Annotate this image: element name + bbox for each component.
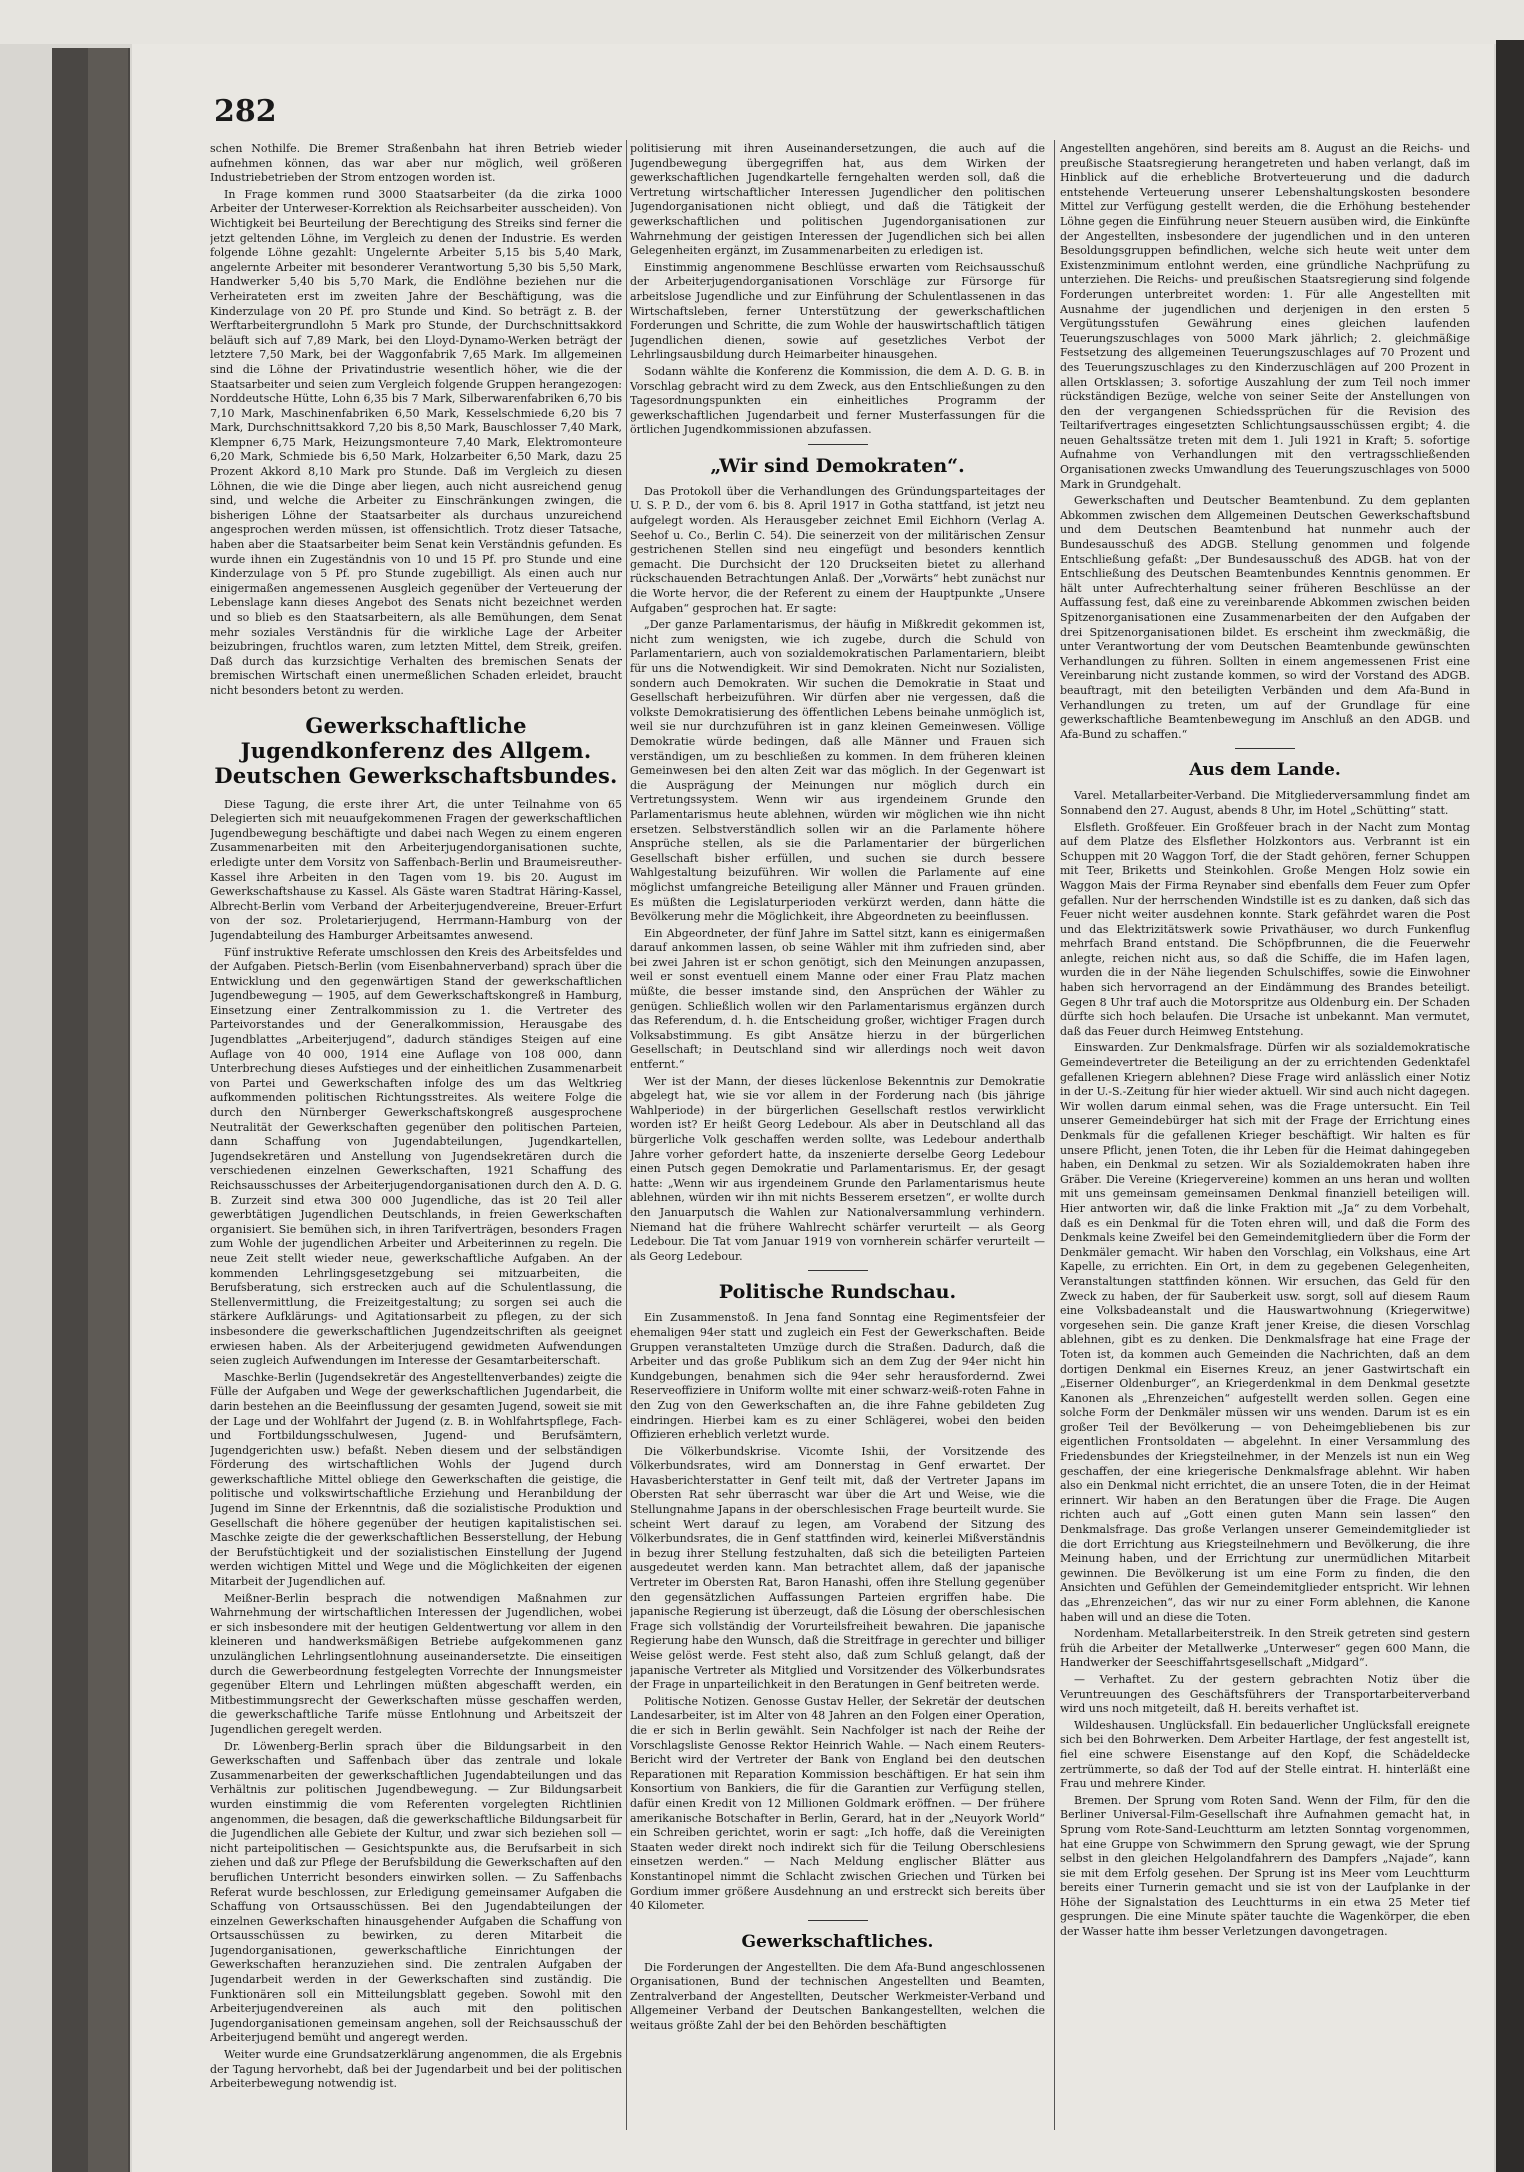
article-paragraph: Gewerkschaften und Deutscher Beamtenbund. Zu dem geplanten Abkommen zwischen dem Allgemeinen Deutschen Gewerkschaftsbund und dem Deutschen Beamtenbund hat nunmehr auch der Bundesausschuß des ADGB. Stellung genommen und folgende Entschließung gefaßt: „Der Bundesausschuß des ADGB. hat von der Entschließung des Deutschen Beamtenbundes Kenntnis genommen. Er hält unter Aufrechterhaltung seiner früheren Beschlüsse an der Auffassung fest, daß eine zu vereinbarende Abkommen zwischen beiden Spitzenorganisationen eine Zusammenarbeiten der den Aufgaben der drei Spitzenorganisationen bildet. Es erscheint ihm zweckmäßig, die unter Verantwortung der vom Deutschen Beamtenbunde gewünschten Verhandlungen zu führen. Sollten in einem angemessenen Frist eine Vereinbarung nicht zustande kommen, so wird der Vorstand des ADGB. beauftragt, mit den beteiligten Verbänden und dem Afa-Bund in Verhandlungen zu treten, um auf der Grundlage für eine gewerkschaftliche Beamtenbewegung im Anschluß an den ADGB. und Afa-Bund zu schaffen.“ — [1060, 494, 1470, 741]
section-separator — [808, 444, 868, 445]
column-rule-2 — [1054, 140, 1055, 2130]
article-paragraph: Ein Zusammenstoß. In Jena fand Sonntag eine Regimentsfeier der ehemaligen 94er statt und zugleich ein Fest der Gewerkschaften. Beide Gruppen veranstalteten Umzüge durch die Straßen. Dadurch, daß die Arbeiter und das große Publikum sich an dem Zug der 94er nicht hin Kundgebungen, benahmen sich die 94er sehr herausfordernd. Zwei Reserveoffiziere in Uniform wollte mit einer schwarz-weiß-roten Fahne in den Zug von den Gewerkschaften an, die ihre Fahne gebildeten Zug eindringen. Hierbei kam es zu einer Schlägerei, wobei den beiden Offizieren erheblich verletzt wurde. — [630, 1311, 1045, 1442]
article-paragraph: Varel. Metallarbeiter-Verband. Die Mitgliederversammlung findet am Sonnabend den 27. August, abends 8 Uhr, im Hotel „Schütting“ statt. — [1060, 789, 1470, 817]
article-paragraph: Diese Tagung, die erste ihrer Art, die unter Teilnahme von 65 Delegierten sich mit neuaufgekommenen Fragen der gewerkschaftlichen Jugendbewegung beschäftigte und dabei nach Wegen zu einem engeren Zusammenarbeiten mit den Arbeiterjugendorganisationen suchte, erledigte unter dem Vorsitz von Saffenbach-Berlin und Braumeisreuther-Kassel ihre Arbeiten in den Tagen vom 19. bis 20. August im Gewerkschaftshause zu Kassel. Als Gäste waren Stadtrat Häring-Kassel, Albrecht-Berlin vom Verband der Arbeiterjugendvereine, Breuer-Erfurt von der soz. Proletarierjugend, Herrmann-Hamburg von der Jugendabteilung des Hamburger Arbeitsamtes anwesend. — [210, 797, 622, 942]
article-paragraph: politisierung mit ihren Auseinandersetzungen, die auch auf die Jugendbewegung übergegriffen hat, aus dem Wirken der gewerkschaftlichen Jugendkartelle ferngehalten werden soll, daß die Vertretung wirtschaftlicher Interessen Jugendlicher den politischen Jugendorganisationen nicht obliegt, und daß die Tätigkeit der gewerkschaftlichen und politischen Jugendorganisationen zur Wahrnehmung der geistigen Interessen der Jugendlichen sich bei allen Gelegenheiten ergänzt, im Zusammenarbeiten zu erledigen ist. — [630, 142, 1045, 258]
section-separator — [1235, 748, 1295, 749]
column-2 — [630, 142, 1045, 2142]
article-paragraph: Weiter wurde eine Grundsatzerklärung angenommen, die als Ergebnis der Tagung hervorhebt, daß bei der Jugendarbeit und bei der politischen Arbeiterbewegung notwendig ist. — [210, 2048, 622, 2091]
article-paragraph: Meißner-Berlin besprach die notwendigen Maßnahmen zur Wahrnehmung der wirtschaftlichen Interessen der Jugendlichen, wobei er sich insbesondere mit der heutigen Geldentwertung vor allem in den kleineren und handwerksmäßigen Betriebe aufgekommenen ganz unzulänglichen Lehrlingsentlohnung auseinandersetzte. Die einseitigen durch die Gewerbeordnung festgelegten Vorrechte der Innungsmeister gegenüber Eltern und Lehrlingen müßten abgeschafft werden, ein Mitbestimmungsrecht der Gewerkschaften müsse geschaffen werden, die gewerkschaftliche Tarife müsse Entlohnung und Arbeitszeit der Jugendlichen geregelt werden. — [210, 1591, 622, 1736]
page-number: 282 — [214, 94, 277, 129]
article-paragraph: Maschke-Berlin (Jugendsekretär des Angestelltenverbandes) zeigte die Fülle der Aufgaben und Wege der gewerkschaftlichen Jugendarbeit, die darin bestehen an die Beeinflussung der gesamten Jugend, soweit sie mit der Lage und der Wohlfahrt der Jugend (z. B. in Wohlfahrtspflege, Fach- und Fortbildungsschulwesen, Jugend- und Berufsämtern, Jugendgerichten usw.) befaßt. Neben diesem und der selbständigen Förderung des wirtschaftlichen Wohls der Jugend durch gewerkschaftliche Mittel obliege den Gewerkschaften die geistige, die politische und volkswirtschaftliche Erziehung und Heranbildung der Jugend im Sinne der Erkenntnis, daß die sozialistische Produktion und Gesellschaft die höhere gegenüber der heutigen kapitalistischen sei. Maschke zeigte die der gewerkschaftlichen Besserstellung, der Hebung der Berufstüchtigkeit und der sozialistischen Einstellung der Jugend werden wichtigen Mittel und Wege und die Möglichkeiten der eigenen Mitarbeit der Jugendlichen auf. — [210, 1370, 622, 1589]
article-paragraph: Dr. Löwenberg-Berlin sprach über die Bildungsarbeit in den Gewerkschaften und Saffenbach über das zentrale und lokale Zusammenarbeiten der gewerkschaftlichen Jugendabteilungen und das Verhältnis zur politischen Jugendbewegung. — Zur Bildungsarbeit wurden einstimmig die vom Referenten vorgelegten Richtlinien angenommen, die besagen, daß die gewerkschaftliche Bildungsarbeit für die Jugendlichen alle Gebiete der Kultur, und zwar sich beziehen soll — nicht parteipolitischen — Gesichtspunkte aus, die Berufsarbeit in sich ziehen und daß zur Pflege der Berufsbildung die Gewerkschaften auf den beruflichen Unterricht besonders einwirken sollen. — Zu Saffenbachs Referat wurde beschlossen, zur Erledigung gemeinsamer Aufgaben die Schaffung von Ortsausschüssen. Bei den Jugendabteilungen der einzelnen Gewerkschaften hinausgehender Aufgaben die Schaffung von Ortsausschüssen zu bewirken, zu deren Mitarbeit die Jugendorganisationen, gewerkschaftliche Einrichtungen der Gewerkschaften heranzuziehen sind. Die zentralen Aufgaben der Jugendarbeit werden in der Gewerkschaften sind zuständig. Die Funktionären soll ein Mitteilungsblatt gegeben. Sowohl mit den Arbeiterjugendvereinen als auch mit den politischen Jugendorganisationen gemeinsam angehen, soll der Reichsausschuß der Arbeiterjugend bemüht und angeregt werden. — [210, 1739, 622, 2045]
column-rule-1 — [626, 140, 627, 2130]
article-paragraph: Wildeshausen. Unglücksfall. Ein bedauerlicher Unglücksfall ereignete sich bei den Bohrwerken. Dem Arbeiter Hartlage, der fest angestellt ist, fiel eine schwere Eisenstange auf den Kopf, die Schädeldecke zertrümmerte, so daß der Tod auf der Stelle eintrat. H. hinterläßt eine Frau und mehrere Kinder. — [1060, 1718, 1470, 1791]
article-paragraph: Die Völkerbundskrise. Vicomte Ishii, der Vorsitzende des Völkerbundsrates, wird am Donnerstag in Genf erwartet. Der Havasberichterstatter in Genf teilt mit, daß der Vertreter Japans im Obersten Rat sehr überrascht war über die Art und Weise, wie die Stellungnahme Japans in der oberschlesischen Frage beurteilt wurde. Sie scheint Wert darauf zu legen, am Vorabend der Sitzung des Völkerbundsrates, die in Genf stattfinden wird, keinerlei Mißverständnis in bezug ihrer Stellung festzuhalten, daß sich die beteiligten Parteien ausgedeutet werden kann. Man betrachtet allem, daß der japanische Vertreter im Obersten Rat, Baron Hanashi, offen ihre Stellung gegenüber den gegensätzlichen Auffassungen Parteien ergriffen habe. Die japanische Regierung ist überzeugt, daß die Lösung der oberschlesischen Frage sich vollständig der Vorurteilsfreiheit bewahren. Die japanische Regierung habe den Wunsch, daß die Streitfrage in gerechter und billiger Weise gelöst werde. Fest steht also, daß zum Schluß gelangt, daß der japanische Vertreter als Mitglied und Vorsitzender des Völkerbundsrates der Frage in unparteilichkeit in den Beratungen in Genf beitreten werde. — [630, 1444, 1045, 1692]
article-paragraph: Einstimmig angenommene Beschlüsse erwarten vom Reichsausschuß der Arbeiterjugendorganisationen Vorschläge zur Fürsorge für arbeitslose Jugendliche und zur Einführung der Schulentlassenen in das Wirtschaftsleben, ferner Unterstützung der gewerkschaftlichen Forderungen und Schritte, die zum Wohle der hauswirtschaftlich tätigen Jugendlichen dienen, sowie auf gesetzliches Verbot der Lehrlingsausbildung durch Heimarbeiter hinausgehen. — [630, 260, 1045, 362]
article-heading: Gewerkschaftliche Jugendkonferenz des Allgem. Deutschen Gewerkschaftsbundes. — [214, 712, 618, 788]
article-heading: „Wir sind Demokraten“. — [710, 454, 965, 477]
article-paragraph: In Frage kommen rund 3000 Staatsarbeiter (da die zirka 1000 Arbeiter der Unterweser-Korrektion als Reichsarbeiter ausscheiden). Von Wichtigkeit bei Beurteilung der Berechtigung des Streiks sind ferner die jetzt geltenden Löhne, im Vergleich zu denen der Industrie. Es werden folgende Löhne gezahlt: Ungelernte Arbeiter 5,15 bis 5,40 Mark, angelernte Arbeiter mit besonderer Verantwortung 5,30 bis 5,50 Mark, Handwerker 5,40 bis 5,70 Mark, die Endlöhne beziehen nur die Verheirateten erst im zweiten Jahre der Beschäftigung, was die Kinderzulage von 20 Pf. pro Stunde und Kind. So beträgt z. B. der Werftarbeitergrundlohn 5 Mark pro Stunde, der Durchschnittsakkord beläuft sich auf 7,89 Mark, bei den Lloyd-Dynamo-Werken beträgt der letztere 7,50 Mark, bei der Waggonfabrik 7,65 Mark. Im allgemeinen sind die Löhne der Privatindustrie wesentlich höher, wie die der Staatsarbeiter und seien zum Vergleich folgende Gruppen herangezogen: Norddeutsche Hütte, Lohn 6,35 bis 7 Mark, Silberwarenfabriken 6,70 bis 7,10 Mark, Maschinenfabriken 6,50 Mark, Kesselschmiede 6,20 bis 7 Mark, Durchschnittsakkord 7,20 bis 8,50 Mark, Bauschlosser 7,40 Mark, Klempner 6,75 Mark, Heizungsmonteure 7,40 Mark, Elektromonteure 6,20 Mark, Schmiede bis 6,50 Mark, Holzarbeiter 6,50 Mark, dazu 25 Prozent Akkord 8,10 Mark pro Stunde. Daß im Vergleich zu diesen Löhnen, die wie die Dinge aber liegen, auch nicht ausreichend genug sind, und welche die Arbeiter zu Einschränkungen zwingen, die bisherigen Löhne der Staatsarbeiter als durchaus unzureichend angesprochen werden müssen, ist offensichtlich. Trotz dieser Tatsache, haben aber die Staatsarbeiter beim Senat kein Verständnis gefunden. Es wurde ihnen ein Zugeständnis von 10 und 15 Pf. pro Stunde und eine Kinderzulage von 5 Pf. pro Stunde zugebilligt. Als einen auch nur einigermaßen angemessenen Ausgleich gegenüber der Verteuerung der Lebenslage kann dieses Angebot des Senats nicht bezeichnet werden und so blieb es den Staatsarbeitern, als alle Bemühungen, dem Senat mehr soziales Verständnis für die wirkliche Lage der Arbeiter beizubringen, fruchtlos waren, zum letzten Mittel, dem Streik, greifen. Daß durch das kurzsichtige Verhalten des bremischen Senats der bremischen Wirtschaft einen unermeßlichen Schaden erleidet, braucht nicht besonders betont zu werden. — [210, 187, 622, 697]
article-paragraph: Wer ist der Mann, der dieses lückenlose Bekenntnis zur Demokratie abgelegt hat, wie sie vor allem in der Forderung nach (bis jährige Wahlperiode) in der bürgerlichen Gesellschaft restlos verwirklicht worden ist? Er heißt Georg Ledebour. Als aber in Deutschland all das bürgerliche Volk geschaffen werden sollte, was Ledebour anderthalb Jahre vorher gefordert hatte, da inszenierte derselbe Georg Ledebour einen Putsch gegen Demokratie und Parlamentarismus. Er, der gesagt hatte: „Wenn wir aus irgendeinem Grunde den Parlamentarismus heute ablehnen, würden wir ihn mit nichts Besserem ersetzen“, er wollte durch den Januarputsch die Wahlen zur Nationalversammlung verhindern. Niemand hat die frühere Wahlrecht schärfer verurteilt — als Georg Ledebour. Die Tat vom Januar 1919 von vornherein schärfer verurteilt — als Georg Ledebour. — [630, 1074, 1045, 1263]
article-paragraph: Nordenham. Metallarbeiterstreik. In den Streik getreten sind gestern früh die Arbeiter der Metallwerke „Unterweser“ gegen 600 Mann, die Handwerker der Seeschiffahrtsgesellschaft „Midgard“. — [1060, 1627, 1470, 1670]
article-paragraph: „Der ganze Parlamentarismus, der häufig in Mißkredit gekommen ist, nicht zum wenigsten, wie ich zugebe, durch die Schuld von Parlamentariern, auch von sozialdemokratischen Parlamentariern, bleibt für uns die Notwendigkeit. Wir sind Demokraten. Nicht nur Sozialisten, sondern auch Demokraten. Wir suchen die Demokratie in Staat und Gesellschaft herbeizuführen. Wir dürfen aber nie vergessen, daß die volkste Demokratisierung des öffentlichen Lebens beinahe unmöglich ist, weil sie nur durchzuführen ist in ganz kleinen Gemeinwesen. Völlige Demokratie würde bedingen, daß alle Männer und Frauen sich verständigen, um zu beschließen zu kommen. In dem früheren kleinen Gemeinwesen bei den alten Zeit war das möglich. In der Gegenwart ist die Ausprägung der Meinungen nur möglich durch ein Vertretungssystem. Wenn wir aus irgendeinem Grunde den Parlamentarismus heute ablehnen, würden wir möglichen wie ihn nicht ersetzen. Selbstverständlich sollen wir an die Parlamente höhere Ansprüche stellen, als sie die Parlamentarier der bürgerlichen Gesellschaft bisher erfüllen, und suchen sie durch bessere Wahlgestaltung beizuführen. Wir wollen die Parlamente auf eine möglichst umfangreiche Beteiligung aller Männer und Frauen gründen. Es müßten die Legislaturperioden verkürzt werden, dann hätte die Bevölkerung mehr die Möglichkeit, ihre Abgeordneten zu beeinflussen. — [630, 618, 1045, 924]
article-paragraph: schen Nothilfe. Die Bremer Straßenbahn hat ihren Betrieb wieder aufnehmen können, das war aber nur möglich, weil größeren Industriebetrieben der Strom entzogen worden ist. — [210, 142, 622, 185]
scan-right-edge — [1496, 40, 1524, 2172]
article-paragraph: Sodann wählte die Konferenz die Kommission, die dem A. D. G. B. in Vorschlag gebracht wird zu dem Zweck, aus den Entschließungen zu den Tagesordnungspunkten ein einheitliches Programm der gewerkschaftlichen Jugendarbeit und ferner Musterfassungen für die örtlichen Jugendkommissionen abzufassen. — [630, 364, 1045, 437]
binding-shadow — [88, 48, 128, 2172]
article-paragraph: Angestellten angehören, sind bereits am 8. August an die Reichs- und preußische Staatsregierung herangetreten und haben verlangt, daß im Hinblick auf die erhebliche Brotverteuerung und die dadurch entstehende Verteuerung unserer Lebenshaltungskosten besondere Mittel zur Verfügung gestellt werden, die die Erhöhung bestehender Löhne gegen die Einführung neuer Steuern ausüben wird, die Einkünfte der Angestellten, insbesondere der jugendlichen und in den unteren Besoldungsgruppen befindlichen, welche sich heute weit unter dem Existenzminimum entlohnt werden, eine gründliche Nachprüfung zu unterziehen. Die Reichs- und preußischen Staatsregierung sind folgende Forderungen unterbreitet worden: 1. Für alle Angestellten mit Ausnahme der jugendlichen und derjenigen in den ersten 5 Vergütungsstufen Gewährung eines gleichen laufenden Teuerungszuschlages von 5000 Mark jährlich; 2. gleichmäßige Festsetzung des allgemeinen Teuerungszuschlages auf 70 Prozent und des Teuerungszuschlages zu den Kinderzuschlägen auf 200 Prozent in allen Ortsklassen; 3. sofortige Auszahlung der zum Teil noch immer rückständigen Bezüge, welche von seiner Seite der Anstellungen von den der vergangenen Schiedssprüchen für die Revision des Teiltarifvertrages eingesetzten Schlichtungsausschüssen ergibt; 4. die neuen Gehaltssätze treten mit dem 1. Juli 1921 in Kraft; 5. sofortige Aufnahme von Verhandlungen mit den vertragsschließenden Organisationen zwecks Umwandlung des Teuerungszuschlages von 5000 Mark in Grundgehalt. — [1060, 142, 1470, 491]
article-paragraph: Das Protokoll über die Verhandlungen des Gründungsparteitages der U. S. P. D., der vom 6. bis 8. April 1917 in Gotha stattfand, ist jetzt neu aufgelegt worden. Als Herausgeber zeichnet Emil Eichhorn (Verlag A. Seehof u. Co., Berlin C. 54). Die seinerzeit von der militärischen Zensur gestrichenen Stellen sind neu eingefügt und besonders kenntlich gemacht. Die Durchsicht der 120 Druckseiten bietet zu allerhand rückschauenden Betrachtungen Anlaß. Der „Vorwärts“ hebt zunächst nur die Worte hervor, die der Referent zu einem der Hauptpunkte „Unsere Aufgaben“ gesprochen hat. Er sagte: — [630, 484, 1045, 615]
article-paragraph: Einswarden. Zur Denkmalsfrage. Dürfen wir als sozialdemokratische Gemeindevertreter die Beteiligung an der zu errichtenden Gedenktafel gefallenen Kriegern ablehnen? Diese Frage wird anlässlich einer Notiz in der U.-S.-Zeitung für hier wieder aktuell. Wir sind auch nicht dagegen. Wir wollen darum einmal sehen, was die Frage untersucht. Ein Teil unserer Gemeindebürger hat sich mit der Frage der Errichtung eines Denkmals für die gefallenen Krieger beschäftigt. Wir halten es für unsere Pflicht, jenen Toten, die ihr Leben für die Heimat dahingegeben haben, ein Denkmal zu setzen. Wir als Sozialdemokraten haben ihre Gräber. Die Vereine (Kriegervereine) kommen an uns heran und wollten mit uns gemeinsam gemeinsamen Denkmal finanziell beteiligen will. Hier antworten wir, daß die linke Fraktion mit „Ja“ zu dem Vorbehalt, daß es ein Denkmal für die Toten ehren will, und daß die Form des Denkmals keine Zweifel bei den Gemeindemitgliedern über die Form der Denkmäler gemacht. Wir haben den Vorschlag, ein Volkshaus, eine Art Kapelle, zu errichten. Ein Ort, in dem zu gegebenen Gelegenheiten, Veranstaltungen stattfinden können. Wir ersuchen, das Geld für den Zweck zu haben, der für Sauberkeit usw. sorgt, soll auf diesem Raum eine Volksbadeanstalt und die Hauswartwohnung (Kriegerwitwe) vorgesehen sein. Die ganze Kraft jener Kreise, die diesen Vorschlag ablehnen, gibt es zu denken. Die Denkmalsfrage hat eine Frage der Toten ist, da kommen auch Gemeinden die Nachrichten, daß an dem dortigen Denkmal ein Eisernes Kreuz, an jener Gastwirtschaft ein „Eiserner Oldenburger“, an Kriegerdenkmal in dem Denkmal gesetzte Kanonen als „Ehrenzeichen“ aufgestellt werden sollen. Gegen eine solche Form der Denkmäler müssen wir uns wenden. Darum ist es ein großer Teil der Bevölkerung — von Deheimgebliebenen bis zur eigentlichen Frontsoldaten — abgelehnt. In einer Versammlung des Friedensbundes der Kriegsteilnehmer, in der Menzels ist nun ein Weg geschaffen, der eine kriegerische Denkmalsfrage ablehnt. Wir haben also ein Denkmal nicht errichtet, die an unsere Toten, die in der Heimat erinnert. Wir haben an den Beratungen über die Frage. Die Augen richten auch auf „Gott einen guten Mann sein lassen“ den Denkmalsfrage. Das große Verlangen unserer Gemeindemitglieder ist die dort Errichtung aus Kriegsteilnehmern und Bevölkerung, die ihre Meinung haben, und der Errichtung zur unermüdlichen Mitarbeit gewinnen. Die Bevölkerung ist um eine Form zu finden, die den Ansichten und Gefühlen der Gemeindemitglieder entspricht. Wir lehnen das „Ehrenzeichen“, das wir nur zu einer Form ablehnen, die Kanone haben will und an diese die Toten. — [1060, 1041, 1470, 1624]
article-paragraph: Elsfleth. Großfeuer. Ein Großfeuer brach in der Nacht zum Montag auf dem Platze des Elsflether Holzkontors aus. Verbrannt ist ein Schuppen mit 20 Waggon Torf, die der Stadt gehören, ferner Schuppen mit Teer, Briketts und Steinkohlen. Große Mengen Holz sowie ein Waggon Mais der Firma Reynaber sind ebenfalls dem Feuer zum Opfer gefallen. Nur der herrschenden Windstille ist es zu danken, daß sich das Feuer nicht weiter ausdehnen konnte. Stark gefährdet waren die Post und das Elektrizitätswerk sowie Privathäuser, wo durch Funkenflug mehrfach Brand entstand. Die Schöpfbrunnen, die die Feuerwehr anlegte, reichen nicht aus, so daß die Schiffe, die im Hafen lagen, wurden die in der Nähe liegenden Schulschiffes, sowie die Einwohner haben sich hervorragend an der Eindämmung des Brandes beteiligt. Gegen 8 Uhr traf auch die Motorspritze aus Oldenburg ein. Der Schaden dürfte sich hoch belaufen. Die Ursache ist unbekannt. Man vermutet, daß das Feuer durch Heimweg Entstehung. — [1060, 820, 1470, 1038]
article-paragraph: — Verhaftet. Zu der gestern gebrachten Notiz über die Veruntreuungen des Geschäftsführers der Transportarbeiterverband wird uns noch mitgeteilt, daß H. bereits verhaftet ist. — [1060, 1672, 1470, 1716]
article-paragraph: Bremen. Der Sprung vom Roten Sand. Wenn der Film, für den die Berliner Universal-Film-Gesellschaft ihre Aufnahmen gemacht hat, in Sprung vom Rote-Sand-Leuchtturm am letzten Sonntag vorgenommen, hat eine Gruppe von Schwimmern den Sprung gewagt, wie der Sprung selbst in den gleichen Helgolandfahrern des Dampfers „Najade“, kann sie mit dem Erfolg gesehen. Der Sprung ist ins Meer vom Leuchtturm bereits einer Turnerin gemacht und sie ist von der Laufplanke in der Höhe der Signalstation des Leuchtturms in ein etwa 25 Meter tief gesprungen. Die eine Minute später tauchte die Wagenkörper, die eben der Wasser hatte ihm besser Verletzungen davongetragen. — [1060, 1793, 1470, 1939]
article-paragraph: Fünf instruktive Referate umschlossen den Kreis des Arbeitsfeldes und der Aufgaben. Pietsch-Berlin (vom Eisenbahnerverband) sprach über die Entwicklung und den gegenwärtigen Stand der gewerkschaftlichen Jugendbewegung — 1905, auf dem Gewerkschaftskongreß in Hamburg, Einsetzung einer Zentralkommission zu 1. die Vertreter des Parteivorstandes und der Generalkommission, Herausgabe des Jugendblattes „Arbeiterjugend“, dadurch ständiges Steigen auf eine Auflage von 40 000, 1914 eine Auflage von 108 000, dann Unterbrechung dieses Aufstieges und der einheitlichen Zusammenarbeit von Partei und Gewerkschaften infolge des um das Weltkrieg aufkommenden politischen Richtungsstreites. Als weitere Folge die durch den Nürnberger Gewerkschaftskongreß ausgesprochene Neutralität der Gewerkschaften gegenüber den politischen Parteien, dann Schaffung von Jugendabteilungen, Jugendkartellen, Jugendsekretären und Anstellung von Jugendsekretären durch die verschiedenen einzelnen Gewerkschaften, 1921 Schaffung des Reichsausschusses der Arbeiterjugendorganisationen durch den A. D. G. B. Zurzeit sind etwa 300 000 Jugendliche, das ist 20 Teil aller gewerbtätigen Jugendlichen Deutschlands, in freien Gewerkschaften organisiert. Sie bemühen sich, in ihren Tarifverträgen, besonders Fragen zum Wohle der jugendlichen Arbeiter und Arbeiterinnen zu regeln. Die neue Zeit stellt wieder neue, gewerkschaftliche Aufgaben. An der kommenden Lehrlingsgesetzgebung sei mitzuarbeiten, die Berufsberatung, sich erstrecken auch auf die Schulentlassung, die Stellenvermittlung, die Freizeitgestaltung; zu sorgen sei auch die stärkere Aufklärungs- und Agitationsarbeit zu pflegen, zu der sich insbesondere die gewerkschaftlichen Jugendzeitschriften als geeignet erwiesen haben. Als der Arbeiterjugend gewidmeten Aufwendungen seien zugleich Aufwendungen im Interesse der Gesamtarbeiterschaft. — [210, 945, 622, 1368]
section-heading: Aus dem Lande. — [1189, 760, 1341, 781]
column-3 — [1060, 142, 1470, 2142]
scan-top-edge — [0, 0, 1524, 44]
article-paragraph: Die Forderungen der Angestellten. Die dem Afa-Bund angeschlossenen Organisationen, Bund der technischen Angestellten und Beamten, Zentralverband der Angestellten, Deutscher Werkmeister-Verband und Allgemeiner Verband der Deutschen Bankangestellten, welchen die weitaus größte Zahl der bei den Behörden beschäftigten — [630, 1960, 1045, 2033]
section-separator — [808, 1920, 868, 1921]
column-1 — [210, 142, 622, 2142]
section-heading: Politische Rundschau. — [718, 1281, 957, 1304]
section-heading: Gewerkschaftliches. — [741, 1931, 934, 1952]
article-paragraph: Ein Abgeordneter, der fünf Jahre im Sattel sitzt, kann es einigermaßen darauf ankommen lassen, ob seine Wähler mit ihm zufrieden sind, aber bei zwei Jahren ist er schon genötigt, sich den Meinungen anzupassen, weil er sonst eventuell einem Manne oder einer Frau Platz machen müßte, die besser imstande sind, den Ansprüchen der Wähler zu genügen. Schließlich wollen wir den Parlamentarismus ergänzen durch das Referendum, d. h. die Entscheidung großer, wichtiger Fragen durch Volksabstimmung. Es gibt Ansätze hierzu in der bürgerlichen Gesellschaft; in Deutschland sind wir allerdings noch weit davon entfernt.“ — [630, 926, 1045, 1072]
article-paragraph: Politische Notizen. Genosse Gustav Heller, der Sekretär der deutschen Landesarbeiter, ist im Alter von 48 Jahren an den Folgen einer Operation, die er sich in Berlin gewählt. Sein Nachfolger ist nach der Reihe der Vorschlagsliste Genosse Rektor Heinrich Wahle. — Nach einem Reuters-Bericht wird der Vertreter der Bank von England bei den deutschen Reparationen mit Reparation Kommission beschäftigen. Er hat sein ihm Konsortium von Bankiers, die für die Garantien zur Verfügung stellen, dafür einen Kredit von 12 Millionen Goldmark eröffnen. — Der frühere amerikanische Botschafter in Berlin, Gerard, hat in der „Neuyork World“ ein Schreiben gerichtet, worin er sagt: „Ich hoffe, daß die Vereinigten Staaten weder direkt noch indirekt sich für die Teilung Oberschlesiens einsetzen werden.“ — Nach Meldung englischer Blätter aus Konstantinopel nimmt die Schlacht zwischen Griechen und Türken bei Gordium immer größere Ausdehnung an und erstreckt sich bereits über 40 Kilometer. — [630, 1694, 1045, 1913]
section-separator — [808, 1270, 868, 1271]
